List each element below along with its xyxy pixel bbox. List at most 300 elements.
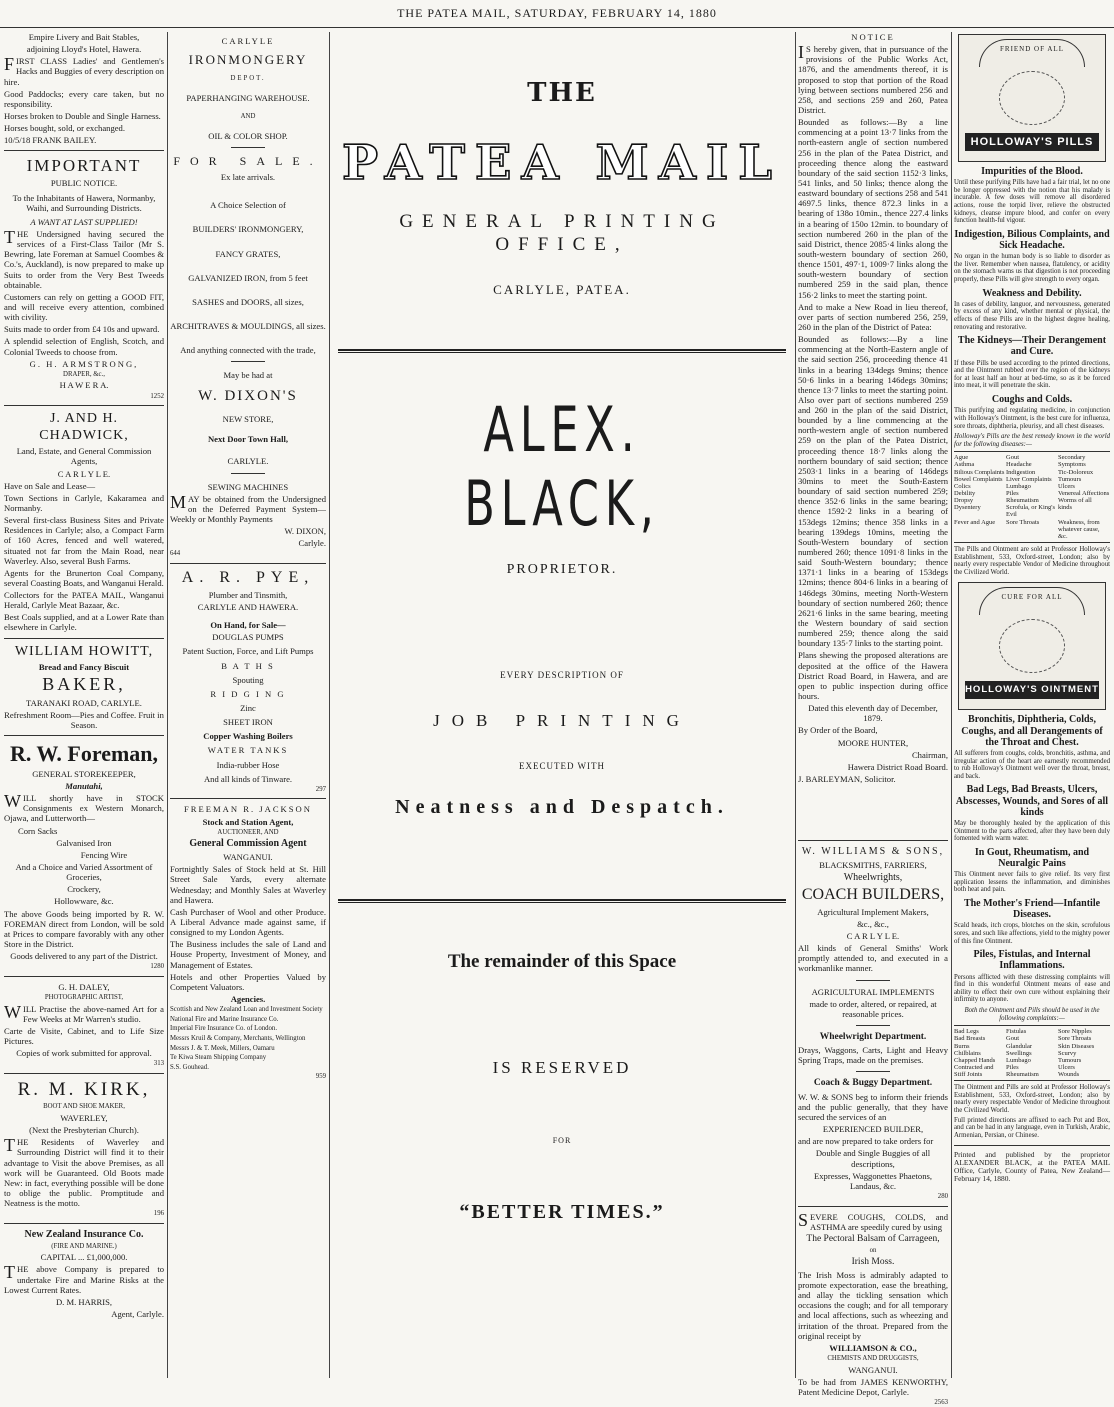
ad-text: TARANAKI ROAD, CARLYLE. [26,697,142,708]
ad-jackson [170,804,326,1081]
notice-text: And to make a New Road in lieu thereof, over parts of section numbered 256, 259, 260 in the plan of the District of Patea: [798,301,948,332]
ad-dixon [170,36,326,558]
ad-subtitle: Land, Estate, and General Commission Agents, [16,446,152,467]
table-cell: Burns [954,1042,970,1050]
ad-number: 1280 [150,963,164,971]
ad-title: New Zealand Insurance Co. [24,1228,144,1240]
section-heading: In Gout, Rheumatism, and Neuralgic Pains [974,846,1090,870]
ad-item: Galvanised Iron [56,837,112,848]
section-text: All sufferers from coughs, colds, bronchitis, asthma, and irregular action of the heart are earnestly recommended to rub Holloway's Ointment well over the throat, breast, and back. [954,750,1110,780]
ad-signature: D. M. HARRIS, [55,1296,113,1307]
divider [4,1073,164,1074]
ad-title: W. WILLIAMS & SONS, [801,846,945,858]
ad-number: 644 [170,550,181,558]
ad-subtitle: adjoining Lloyd's Hotel, Hawera. [26,44,142,55]
column-1 [4,32,164,1378]
seal-icon [999,71,1065,125]
ad-item: Imperial Fire Insurance Co. of London. [170,1025,278,1033]
table-cell: Piles [1006,1063,1019,1071]
section-text: Scald heads, itch crops, blotches on the skin, scrofulous sores, and such like affections, yield to the mighty power of this fine Ointment. [954,922,1110,945]
ad-title: FREEMAN R. JACKSON [184,804,312,815]
ad-item: Zinc [240,702,256,713]
ad-item: SHEET IRON [223,717,273,728]
table-heading: Both the Ointment and Pills should be used in the following complaints:— [964,1007,1100,1022]
ad-item: FANCY GRATES, [215,248,281,259]
ad-item: Crockery, [67,884,101,895]
ad-text: PAPERHANGING WAREHOUSE. [186,93,310,104]
ad-text: On Hand, for Sale— [210,620,286,631]
ad-text: The above Goods being imported by R. W. FOREMAN direct from London, will be sold at Prices to compare favorably with any other Store in the District. [4,908,164,949]
table-cell: Scurvy [1058,1049,1077,1057]
notice-text: Bounded as follows:—By a line commencing at a point 13·7 links from the north-eastern angle of section numbered 256 in the plan of the Patea District, and proceeding thence along the eastward boundary of the said section 1152·3 links, 541 links, and 50 links; thence along the eastward boundary of sections 258 and 541 4697.5 links, thence 872.3 links in a bearing of 138o 10min., thence 227.4 links in a bearing of 150o 12min. to boundary of section numbered 260 in the plan of the said District, thence 2085·4 links along the south-western boundary of section 260, thence 1501, 497·1, 1009·7 links along the south-western boundary of section numbered 259 in the said plan, thence 156·2 links to meet the starting point. [798,117,948,300]
ad-text: CARLYLE [221,36,275,46]
ad-subtitle: FOR SALE. [173,153,323,168]
ad-number: 959 [315,1073,326,1081]
ad-text: Carlyle. [298,538,326,549]
ad-title: The Pectoral Balsam of Carrageen, [806,1233,940,1244]
ad-number: 2563 [934,1399,948,1407]
ad-text: COACH BUILDERS, [801,885,945,903]
section-heading: Coughs and Colds. [991,394,1073,406]
table-cell: Debility [954,490,976,498]
ad-text: CARLYLE AND HAWERA. [197,601,299,612]
table-cell: kinds [1058,504,1073,512]
table-cell: Piles [1006,490,1019,498]
ad-text: A WANT AT LAST SUPPLIED! [30,216,138,227]
section-text: May be thoroughly healed by the application of this Ointment to the parts affected, after they have been duly fomented with warm water. [954,820,1110,843]
ad-text: OIL & COLOR SHOP. [208,130,288,141]
table-cell: Weakness, from whatever cause, &c. [1058,518,1100,540]
divider [856,980,890,981]
ad-text: on [869,1247,877,1255]
logo-arch: FRIEND OF ALL [979,39,1085,67]
ad-text: EXPERIENCED BUILDER, [822,1124,924,1135]
ad-item: GALVANIZED IRON, from 5 feet [188,272,308,283]
ad-text: All kinds of General Smiths' Work promptly attended to, and executed in a workmanlike manner. [798,943,948,974]
ad-item: Patent Suction, Force, and Lift Pumps [182,646,314,657]
ad-text: Agents for the Brunerton Coal Company, several Coasting Boats, and Wanganui Herald. [4,567,164,588]
ad-title: Empire Livery and Bait Stables, [28,32,140,42]
ad-pye [170,569,326,793]
divider [4,405,164,406]
ad-coughs [798,1209,948,1407]
ad-text: WILL Practise the above-named Art for a Few Weeks at Mr Warren's studio. [4,1001,164,1024]
divider [338,899,786,903]
ad-text: Horses broken to Double and Single Harness. [4,110,161,121]
ad-text: WANGANUI. [223,852,273,863]
table-cell: Stiff Joints [954,1071,983,1079]
ad-subtitle: Plumber and Tinsmith, [208,589,288,600]
column-rule [167,32,168,1378]
ad-text: Collectors for the PATEA MAIL, Wanganui Herald, Carlyle Meat Bazaar, &c. [4,590,164,611]
ad-text: A splendid selection of English, Scotch, and Colonial Tweeds to choose from. [4,336,164,357]
column-rule [951,32,952,1378]
ad-text: Goods delivered to any part of the District. [10,951,158,962]
section-heading: Piles, Fistulas, and Internal Inflammations. [973,949,1091,972]
ad-text: Good Paddocks; every care taken, but no responsibility. [4,88,164,109]
table-cell: Liver Complaints [1006,475,1052,483]
table-cell: Headache [1006,461,1032,469]
ad-text: Agent, Carlyle. [111,1308,164,1319]
ad-subtitle: PHOTOGRAPHIC ARTIST, [44,994,124,1002]
table-heading: Holloway's Pills are the best remedy known in the world for the following diseases:— [954,433,1110,448]
complaints-table [954,1025,1110,1081]
ad-name: G. H. ARMSTRONG, [29,358,139,369]
ad-text: To be had from JAMES KENWORTHY, Patent Medicine Depot, Carlyle. [798,1376,948,1397]
section-text: The Ointment and Pills are sold at Professor Holloway's Establishment, 533, Oxford-street, London; also by nearly every respectable Vendor of Medicine throughout the Civilized World. [954,1084,1110,1115]
ad-item: Scottish and New Zealand Loan and Investment Society [170,1006,323,1014]
diseases-table [954,451,1110,543]
table-cell: Venereal Affections [1058,490,1110,498]
ad-number: 313 [153,1060,164,1068]
table-cell: Swellings [1006,1049,1032,1057]
ad-text: Next Door Town Hall, [207,434,289,445]
ad-text: The Business includes the sale of Land and House Property, Investment of Money, and Management of Estates. [170,939,326,970]
ad-text: THE Residents of Waverley and Surrounding District will find it to their advantage to Visit the above Premises, as all work will be Guaranteed. Old Boots made New: in fact, everything possible will be done to oblige the public. Promptitude and Neatness is the motto. [4,1135,164,1209]
ad-subtitle: AGRICULTURAL IMPLEMENTS [811,986,935,997]
ad-text: The Irish Moss is admirably adapted to promote expectoration, ease the breathing, and allay the tickling sensation which occasions the cough; and for all temporary and local affections, such as wheezing and irritation of the throat. Prepared from the original receipt by [798,1269,948,1341]
ad-howitt [4,644,164,730]
ad-subtitle: Wheelwright Department. [819,1032,927,1042]
notice-signature: MOORE HUNTER, [837,737,909,748]
notice-title: NOTICE [851,32,895,42]
table-cell: Glandular [1006,1042,1032,1050]
ad-number: 196 [153,1210,164,1218]
divider [4,735,164,736]
ad-text: Expresses, Waggonettes Phaetons, Landaus, &c. [813,1170,932,1191]
notice-road-board [798,32,948,784]
table-cell: Dropsy [954,497,974,505]
section-text: No organ in the human body is so liable to disorder as the liver. Remember when nausea, flatulency, or acidity on the stomach warns us that digestion is not proceeding properly, these Pills will give strength to every organ. [954,253,1110,284]
ad-title: J. AND H. CHADWICK, [39,411,129,443]
table-cell: Skin Diseases [1058,1042,1095,1050]
ad-text: Best Coals supplied, and at a Lower Rate than elsewhere in Carlyle. [4,612,164,633]
ad-item: Spouting [232,674,264,685]
section-heading: Bad Legs, Bad Breasts, Ulcers, Abscesses, Wounds, and Sores of all kinds [955,784,1109,818]
ad-title: G. H. DALEY, [58,981,110,992]
ad-text: AND [240,113,256,121]
section-heading: Impurities of the Blood. [981,166,1083,177]
ad-text: DEPOT. [230,75,266,83]
column-rule [329,32,330,1378]
table-cell: Fever and Ague [954,518,996,526]
ad-text: H A W E R A. [59,380,109,391]
ad-text: Copies of work submitted for approval. [16,1048,152,1059]
ad-text: C A R L Y L E. [846,931,900,942]
ad-for: FOR [552,1135,572,1145]
logo-banner: HOLLOWAY'S PILLS [965,133,1099,151]
logo-banner: HOLLOWAY'S OINTMENT [965,681,1099,699]
notice-text: By Order of the Board, [798,725,878,736]
ad-subtitle: SEWING MACHINES [207,481,289,492]
notice-text: Bounded as follows:—By a line commencing at the North-Eastern angle of the said section 256, proceeding thence 41 links in a bearing 134degs 9mins; thence 50·6 links in a bearing 146degs 30mins; thence 13·7 links to meet the starting point. Also over part of sections numbered 259 and 260 in the plan of the said District, bounded by a line commencing at the north-western angle of section numbered 259 on the plan of the Patea District, proceeding thence 18·7 links along the northern boundary of said section; thence 2503·1 links in a bearing of 146degs 30mins to meet the South-Eastern boundary of said section numbered 259; thence 352·6 links in the same bearing; thence 1592·2 links in a bearing of 153degs 12mins; thence 358 links in a bearing 139degs 10mins, meeting the South-Western boundary of section numbered 260; thence 1091·8 links in the said South-Western boundary; thence 1371·1 links in a bearing of 153degs 12mins; thence 804·6 links in a bearing of 146degs 30mins, meeting North-Western boundary of section numbered 260; thence 2621·6 links in the same bearing, meeting the Western boundary of said section numbered 259; thence along the said boundary 135·7 links to the starting point. [798,334,948,649]
ad-item: WATER TANKS [207,745,289,756]
section-heading: Weakness and Debility. [982,287,1082,299]
divider [798,840,948,841]
ad-text: C A R L Y L E. [57,468,111,479]
ad-the: THE [527,78,597,108]
ad-important [4,156,164,400]
ad-general-printing-office: GENERAL PRINTING OFFICE, [399,211,725,255]
notice-signature: J. BARLEYMAN, Solicitor. [798,773,896,784]
divider [4,976,164,977]
column-5-holloway [954,32,1110,1378]
imprint: Printed and published by the proprietor ALEXANDER BLACK, at the PATEA MAIL Office, Carlyle, County of Patea, New Zealand—February 14, 1880. [954,1149,1110,1184]
ad-name: WILLIAMSON & CO., [829,1342,917,1353]
section-text: This Ointment never fails to give relief. Its very first application lessens the inflammation, and diminishes both heat and pain. [954,871,1110,894]
ad-text: Double and Single Buggies of all descriptions, [815,1148,931,1169]
ad-item: And all kinds of Tinware. [203,773,293,784]
section-text: Full printed directions are affixed to each Pot and Box, and can be had in any language, even in Turkish, Arabic, Armenian, Persian, or Chinese. [954,1116,1110,1139]
ad-item: Hollowware, &c. [54,896,114,907]
table-cell: Sore Throats [1058,1035,1092,1043]
ad-text: THE above Company is prepared to undertake Fire and Marine Risks at the Lowest Current Rates. [4,1262,164,1295]
ad-text: made to order, altered, or repaired, at reasonable prices. [809,998,937,1019]
table-cell: Contracted and [954,1063,994,1071]
table-cell: Bowel Complaints [954,475,1003,483]
holloway-pills-logo [958,34,1106,162]
ad-text: General Commission Agent [189,838,307,850]
ad-subtitle: Coach & Buggy Department. [813,1078,933,1089]
ad-reserved: IS RESERVED [492,1057,632,1077]
ad-proprietor-name: ALEX. BLACK, [464,393,660,540]
ad-text: Carte de Visite, Cabinet, and to Life Size Pictures. [4,1025,164,1047]
divider [954,1145,1110,1146]
ad-subtitle: Stock and Station Agent, [202,816,294,827]
table-cell: Chapped Hands [954,1056,996,1064]
section-heading: Bronchitis, Diphtheria, Colds, Coughs, and all Derangements of the Throat and Chest. [961,714,1103,748]
table-cell: Wounds [1058,1071,1080,1079]
ad-item: Messrs J. & T. Meek, Millers, Oamaru [170,1044,275,1052]
ad-title: IMPORTANT [26,156,142,176]
ad-text: THE Undersigned having secured the services of a First-Class Tailor (Mr S. Bewring, late Foreman at Samuel Coombes & Co.'s, Auckland), is now prepared to make up Suits to order from the Very Best Tweeds obtainable. [4,227,164,290]
ad-item: Te Kiwa Steam Shipping Company [170,1054,267,1062]
notice-text: Dated this eleventh day of December, 1879. [808,703,938,724]
section-text: If these Pills be used according to the printed directions, and the Ointment rubbed over the region of the kidneys for at least half an hour at bed-time, so as it be forced into meat, it will penetrate the skin. [954,359,1110,390]
section-text: Persons afflicted with these distressing complaints will find in this wonderful Ointment means of ease and ability to effect their own cure without explaining their infirmity to anyone. [954,973,1110,1004]
table-cell: Bilious Complaints [954,468,1005,476]
section-heading: Indigestion, Bilious Complaints, and Sick Headache. [954,228,1110,252]
table-cell: Rheumatism [1006,497,1039,505]
ad-proprietor-label: PROPRIETOR. [506,561,618,577]
divider [338,349,786,353]
column-rule [795,32,796,1378]
ad-text: Cash Purchaser of Wool and other Produce. A Liberal Advance made against same, if consigned to my London Agents. [170,906,326,938]
table-cell: Lumbago [1006,1056,1031,1064]
ad-text: Fortnightly Sales of Stock held at St. Hill Street Sale Yards, every alternate Wednesday; and Monthly Sales at Waverley and Hawera. [170,864,326,905]
ad-title: Irish Moss. [851,1256,895,1267]
ad-signature: W. DIXON, [284,526,326,537]
table-cell: Fistulas [1006,1028,1027,1036]
ad-title: A. R. PYE, [181,568,315,586]
divider [4,150,164,151]
table-cell: Gout [1006,454,1019,462]
masthead: THE PATEA MAIL, SATURDAY, FEBRUARY 14, 1880 [0,0,1114,28]
ad-text: CARLYLE. [227,456,269,467]
divider [4,638,164,639]
divider [231,473,265,474]
ad-subtitle: Agencies. [230,993,266,1004]
ad-text: Ex late arrivals. [220,172,276,183]
ad-number: 280 [937,1192,948,1200]
ad-job-printing: JOB PRINTING [433,710,691,730]
table-cell: Sore Throats [1006,518,1040,526]
table-cell: Tumours [1058,475,1082,483]
ad-text: NEW STORE, [222,414,274,425]
ad-text: May be had at [223,370,273,381]
ad-text: Refreshment Room—Pies and Coffee. Fruit in Season. [4,709,164,730]
table-cell: Bad Breasts [954,1035,986,1043]
section-heading: The Mother's Friend—Infantile Diseases. [963,898,1101,921]
ad-foreman [4,741,164,971]
notice-text: IS hereby given, that in pursuance of the provisions of the Public Works Act, 1876, and the amendments thereof, it is proposed to stop that portion of the Road lying between sections numbered 256 and 258, and sections 259 and 260, Patea District. [798,42,948,115]
table-cell: Lumbago [1006,482,1031,490]
table-cell: Indigestion [1006,468,1036,476]
ad-item: Fencing Wire [80,849,128,860]
ad-item: Corn Sacks [18,825,58,836]
figure-icon [999,619,1065,673]
table-cell: Bad Legs [954,1028,979,1036]
ad-patea-mail-logo: PATEA MAIL [341,134,783,191]
ad-item: R I D G I N G [210,688,286,699]
ad-text: CHEMISTS AND DRUGGISTS, [827,1354,919,1362]
ad-text: FIRST CLASS Ladies' and Gentlemen's Hacks and Buggies of every description on hire. [4,54,164,87]
divider [4,1223,164,1224]
ad-remainder: The remainder of this Space [447,951,677,973]
table-cell: Rheumatism [1006,1071,1039,1079]
ad-item: DOUGLAS PUMPS [212,632,284,643]
section-heading: The Kidneys—Their Derangement and Cure. [957,335,1107,358]
table-cell: Gout [1006,1035,1019,1043]
notice-signature: Chairman, [911,749,948,760]
ad-text: Customers can rely on getting a GOOD FIT, and will receive every attention, combined with civility. [4,291,164,323]
ad-chadwick [4,411,164,632]
section-text: This purifying and regulating medicine, in conjunction with Holloway's Ointment, is the best cure for influenza, sore throats, diphtheria, pleurisy, and all chest diseases. [954,407,1110,430]
table-cell: Ulcers [1058,1063,1075,1071]
ad-text: and are now prepared to take orders for [798,1136,934,1147]
ad-text: Hotels and other Properties Valued by Competent Valuators. [170,971,326,992]
table-cell: Ague [954,454,969,462]
divider [798,1206,948,1207]
ad-text: Town Sections in Carlyle, Kakaramea and Normanby. [4,492,164,513]
ad-text: WAVERLEY, [60,1112,108,1123]
table-cell: Ulcers [1058,482,1075,490]
ad-text: CAPITAL ... £1,000,000. [40,1252,128,1263]
table-cell: Tic-Doloreux [1058,468,1094,476]
table-cell: Scrofula, or King's Evil [1006,504,1056,519]
section-text: The Pills and Ointment are sold at Professor Holloway's Establishment, 533, Oxford-street, London; also by nearly every respectable Vendor of Medicine throughout the Civilized World. [954,546,1110,576]
column-3-printing-office-ad [332,32,792,1378]
ad-text: SEVERE COUGHS, COLDS, and ASTHMA are speedily cured by using [798,1209,948,1232]
ad-item: National Fire and Marine Insurance Co. [170,1015,279,1023]
ad-item: Copper Washing Boilers [203,731,293,742]
section-text: Until these purifying Pills have had a fair trial, let no one be longer oppressed with the notion that his malady is incurable. A few doses will remove all disordered actions, rouse the torpid liver, relieve the obstructed kidneys, cleanse impure blood, and confer on every function health-ful vigour. [954,179,1110,225]
column-2 [170,32,326,1378]
ad-subtitle: BLACKSMITHS, FARRIERS, [819,859,927,870]
ad-text: To the Inhabitants of Hawera, Normanby, Waihi, and Surrounding Districts. [12,192,156,213]
table-cell: Asthma [954,461,975,469]
ad-item: SASHES and DOORS, all sizes, [192,296,304,307]
ad-williams [798,846,948,1200]
ad-kirk [4,1079,164,1218]
ad-title: R. W. Foreman, [9,740,159,766]
ad-item: And a Choice and Varied Assortment of Groceries, [15,862,153,883]
ad-text: Drays, Waggons, Carts, Light and Heavy Spring Traps, made on the premises. [798,1045,948,1066]
ad-item: BUILDERS' IRONMONGERY, [192,224,304,235]
ad-item: ARCHITRAVES & MOULDINGS, all sizes. [170,320,326,331]
divider [170,563,326,564]
ad-title: WILLIAM HOWITT, [14,643,154,659]
ad-text: W. W. & SONS beg to inform their friends and the public generally, that they have secured the services of an [798,1091,948,1122]
ad-number: 297 [315,785,326,793]
ad-text: A Choice Selection of [210,200,286,211]
ad-item: Messrs Kruil & Company, Merchants, Wellington [170,1034,306,1042]
ad-text: Have on Sale and Lease— [4,480,96,491]
ad-text: Agricultural Implement Makers, [817,906,929,917]
divider [231,361,265,362]
logo-arch: CURE FOR ALL [979,587,1085,615]
table-cell: Sore Nipples [1058,1028,1092,1036]
ad-title: R. M. KIRK, [17,1078,151,1100]
ad-text: WILL shortly have in STOCK Consignments ex Western Monarch, Ojawa, and Lutterworth— [4,791,164,824]
ad-text: WANGANUI. [848,1364,898,1375]
ad-subtitle: (FIRE AND MARINE.) [51,1242,117,1250]
ad-text: AUCTIONEER, AND [217,828,279,836]
ad-text: &c., &c., [857,918,889,929]
ad-daley [4,982,164,1068]
table-cell: Symptoms [1058,461,1086,469]
ad-text: BAKER, [42,674,126,695]
divider [856,1025,890,1026]
notice-signature: Hawera District Road Board. [847,761,948,772]
notice-text: Plans shewing the proposed alterations are deposited at the office of the Hawera District Road Board, in Hawera, and are open to public inspection during office hours. [798,650,948,701]
table-cell: Worms of all [1058,497,1092,505]
holloway-ointment-logo [958,582,1106,710]
table-cell: Colics [954,482,971,490]
ad-item: B A T H S [221,660,275,671]
ad-text: (Next the Presbyterian Church). [29,1125,139,1136]
ad-text: Horses bought, sold, or exchanged. [4,123,126,134]
divider [856,1071,890,1072]
ad-text: EXECUTED WITH [518,760,606,771]
ad-title: IRONMONGERY [188,52,308,68]
ad-better-times: “BETTER TIMES.” [459,1201,665,1224]
column-4 [798,32,948,1407]
table-cell: Secondary [1058,454,1086,462]
ad-livery [4,32,164,145]
ad-location: CARLYLE, PATEA. [493,282,631,298]
table-cell: Tumours [1058,1056,1082,1064]
ad-item: S.S. Gouhead. [170,1063,209,1071]
ad-subtitle: PUBLIC NOTICE. [50,178,118,189]
section-text: In cases of debility, languor, and nervousness, generated by excess of any kind, whether mental or physical, the effects of these Pills are in the highest degree healing, renovating and restorative. [954,300,1110,331]
ad-text: Wheelwrights, [843,872,903,884]
ad-subtitle: GENERAL STOREKEEPER, [32,768,136,779]
ad-item: India-rubber Hose [216,759,280,770]
table-cell: Dysentery [954,504,981,512]
ad-subtitle: Bread and Fancy Biscuit [38,662,130,673]
ad-subtitle: BOOT AND SHOE MAKER, [43,1103,125,1111]
ad-item: And anything connected with the trade, [180,345,316,356]
ad-text: EVERY DESCRIPTION OF [500,670,624,681]
table-cell: Chilblains [954,1049,981,1057]
ad-signature: 10/5/18 FRANK BAILEY. [4,135,97,146]
divider [170,798,326,799]
ad-nz-insurance [4,1229,164,1319]
ad-number: 1252 [150,392,164,400]
ad-text: Manutahi, [65,781,103,792]
ad-neatness: Neatness and Despatch. [395,795,729,818]
